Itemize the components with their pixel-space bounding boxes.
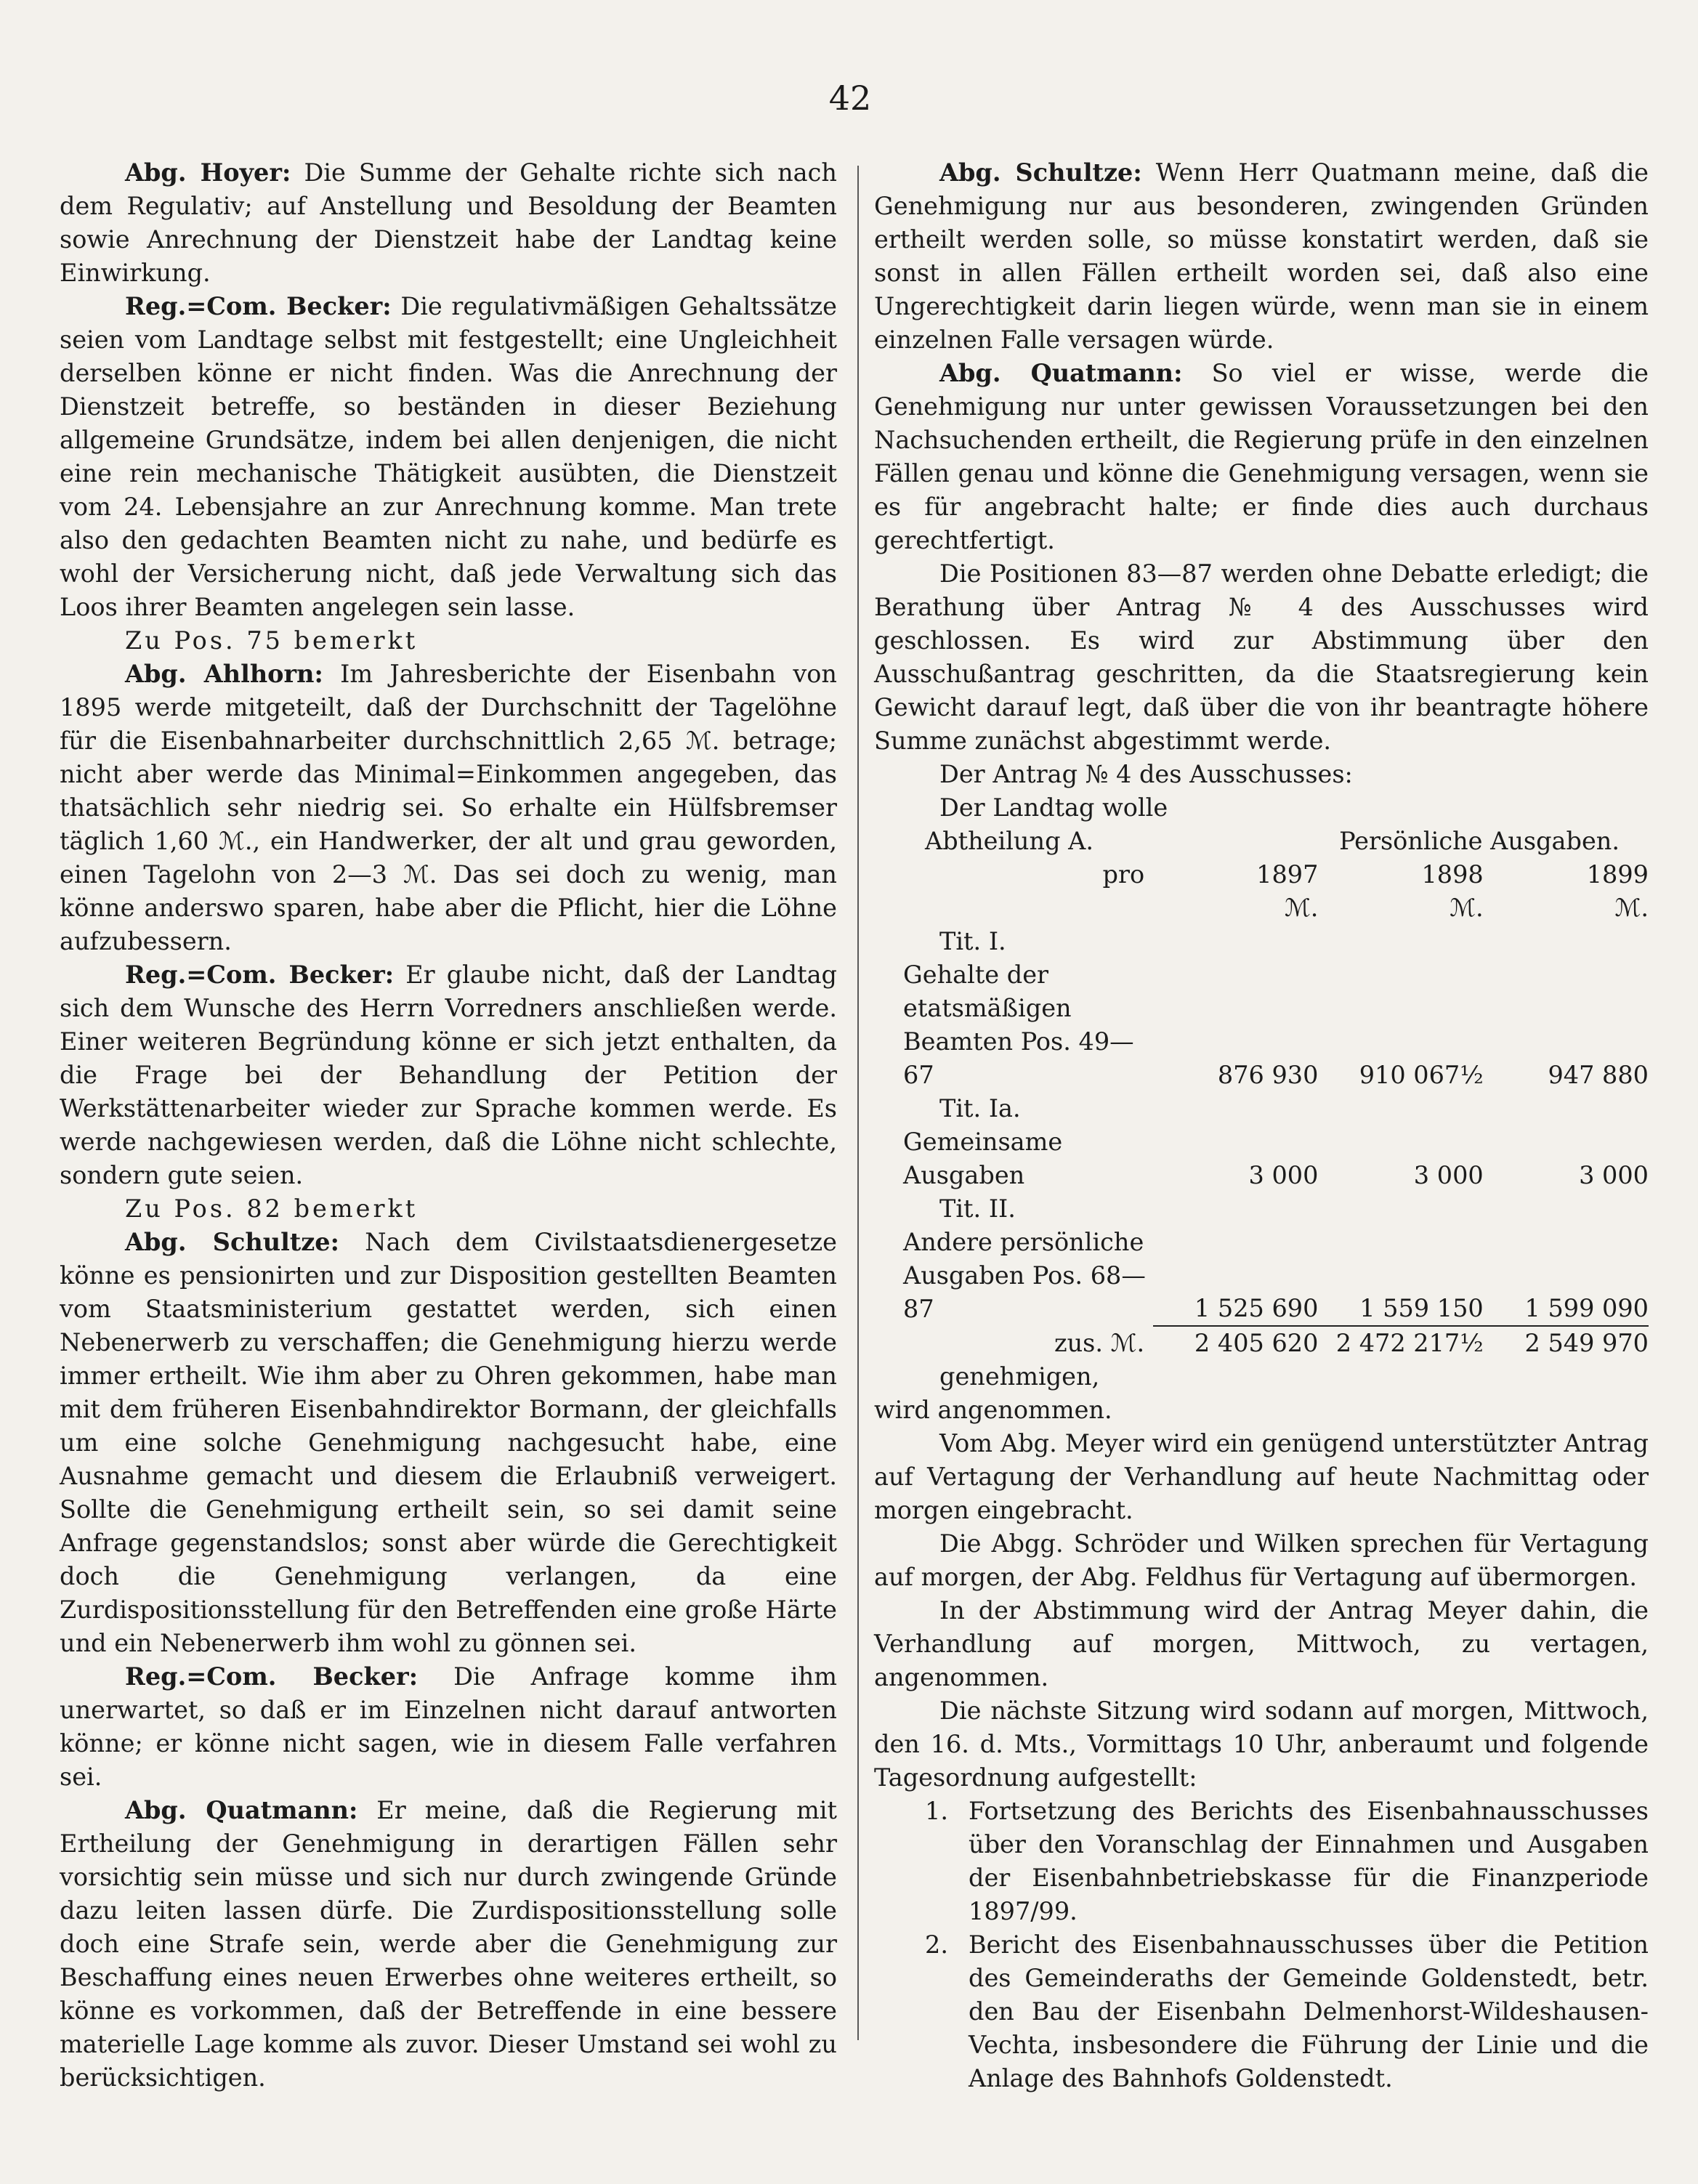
column-divider [857,166,859,2040]
paragraph: Abg. Ahlhorn: Im Jahresberichte der Eisenbahn von 1895 werde mitgeteilt, daß der Durchschnitt der Tagelöhne für die Eisenbahnarbeiter durchschnittlich 2,65 ℳ. betrage; nicht aber werde das Minimal=Einkommen angegeben, das thatsächlich sehr niedrig sei. So erhalte ein Hülfsbremser täglich 1,60 ℳ., ein Handwerker, der alt und grau geworden, einen Tagelohn von 2—3 ℳ. Das sei doch zu wenig, man könne anderswo sparen, habe aber die Pflicht, hier die Löhne aufzubessern. [60,660,838,955]
year-prefix: pro [1102,860,1145,889]
table-cell: 910 067½ [1359,1061,1484,1089]
table-row [874,1192,1649,1226]
table-cell: 947 880 [1548,1061,1649,1089]
list-item: 2. Bericht des Eisenbahnausschusses über die Petition des Gemeinderaths der Gemeinde Goldenstedt, betr. den Bau der Eisenbahn Delmenhorst-Wildeshausen-Vechta, insbesondere die Führung der Linie und die Anlage des Bahnhofs Goldenstedt. [925,1930,1649,2092]
paragraph: Reg.=Com. Becker: Die regulativmäßigen Gehaltssätze seien vom Landtage selbst mit festgestellt; eine Ungleichheit derselben könne er nicht finden. Was die Anrechnung der Dienstzeit betreffe, so beständen in dieser Beziehung allgemeine Grundsätze, indem bei allen denjenigen, die nicht eine rein mechanische Thätigkeit ausübten, die Dienstzeit vom 24. Lebensjahre an zur Anrechnung komme. Man trete also den gedachten Beamten nicht zu nahe, und bedürfe es wohl der Versicherung nicht, daß jede Verwaltung sich das Loos ihrer Beamten angelegen sein lasse. [60,292,837,621]
table-cell: 2 405 620 [1153,1326,1318,1360]
paragraph: Abg. Schultze: Nach dem Civilstaatsdienergesetze könne es pensionirten und zur Disposition gestellten Beamten vom Staatsministerium gestattet werden, sich einen Nebenerwerb zu verschaffen; die Genehmigung hierzu werde immer ertheilt. Wie ihm aber zu Ohren gekommen, habe man mit dem früheren Eisenbahndirektor Bormann, der gleichfalls um eine solche Genehmigung nachgesucht habe, eine Ausnahme gemacht und diesem die Erlaubniß verweigert. Sollte die Genehmigung ertheilt sein, so sei damit seine Anfrage gegenstandslos; sonst aber würde die Gerechtigkeit doch die Genehmigung verlangen, da eine Zurdispositionsstellung für den Betreffenden eine große Härte und ein Nebenerwerb ihm wohl zu gönnen sei. [60,1228,837,1657]
budget-table [874,825,1649,1360]
motion-title: Der Antrag № 4 des Ausschusses: [939,760,1353,788]
paragraph: Reg.=Com. Becker: Die Anfrage komme ihm unerwartet, so daß er im Einzelnen nicht darauf antworten könne; er könne nicht sagen, wie in diesem Falle verfahren sei. [60,1662,837,1791]
table-cell: 3 000 [1248,1161,1319,1189]
paragraph: genehmigen, [939,1362,1100,1391]
table-cell: 3 000 [1579,1161,1649,1189]
section-right-label: Persönliche Ausgaben. [1339,827,1620,855]
paragraph: In der Abstimmung wird der Antrag Meyer dahin, die Verhandlung auf morgen, Mittwoch, zu vertagen, angenommen. [874,1596,1649,1691]
title-label: Tit. II. [939,1194,1016,1223]
table-row [874,858,1649,891]
paragraph: Die Abgg. Schröder und Wilken sprechen für Vertagung auf morgen, der Abg. Feldhus für Vertagung auf übermorgen. [874,1529,1649,1591]
currency-header: ℳ. [1284,894,1319,922]
table-cell: 1 559 150 [1359,1294,1484,1322]
table-cell: 2 549 970 [1484,1326,1649,1360]
row-label: Andere persönliche Ausgaben Pos. 68—87 [903,1228,1146,1323]
table-row [874,958,1649,1092]
table-row [874,1125,1649,1192]
page-number: 42 [828,78,872,118]
table-cell: 1 525 690 [1194,1294,1319,1322]
paragraph: wird angenommen. [874,1396,1112,1424]
currency-header: ℳ. [1614,894,1649,922]
row-label: Gehalte der etatsmäßigen Beamten Pos. 49—67 [903,960,1134,1089]
table-row [874,825,1649,858]
title-label: Tit. I. [939,927,1006,955]
right-column [874,156,1649,2095]
table-row [874,1226,1649,1326]
currency-header: ℳ. [1450,894,1484,922]
table-row [874,1326,1649,1360]
year-header: 1898 [1421,860,1484,889]
paragraph: Abg. Quatmann: So viel er wisse, werde die Genehmigung nur unter gewissen Voraussetzungen bei den Nachsuchenden ertheilt, die Regierung prüfe in den einzelnen Fällen genau und könne die Genehmigung versagen, wenn sie es für angebracht halte; er finde dies auch durchaus gerechtfertigt. [874,359,1649,554]
paragraph: Abg. Hoyer: Die Summe der Gehalte richte sich nach dem Regulativ; auf Anstellung und Besoldung der Beamten sowie Anrechnung der Dienstzeit habe der Landtag keine Einwirkung. [60,158,837,287]
section-heading: Zu Pos. 75 bemerkt [125,626,419,655]
table-cell: 2 472 217½ [1318,1326,1483,1360]
sum-label: zus. ℳ. [1054,1329,1145,1357]
title-label: Tit. Ia. [939,1094,1021,1123]
paragraph: Abg. Schultze: Wenn Herr Quatmann meine, daß die Genehmigung nur aus besonderen, zwingenden Gründen ertheilt werden solle, so müsse konstatirt werden, daß sie sonst in allen Fällen ertheilt worden sei, daß also eine Ungerechtigkeit darin liegen würde, wenn man sie in einem einzelnen Falle versagen würde. [874,158,1649,354]
table-row [874,925,1649,958]
year-header: 1897 [1256,860,1319,889]
motion-sub: Der Landtag wolle [939,793,1168,822]
section-heading: Zu Pos. 82 bemerkt [125,1194,419,1223]
left-column [60,156,837,2095]
row-label: Gemeinsame Ausgaben [903,1128,1063,1189]
table-row [874,891,1649,925]
paragraph: Vom Abg. Meyer wird ein genügend unterstützter Antrag auf Vertagung der Verhandlung auf heute Nachmittag oder morgen eingebracht. [874,1429,1649,1524]
table-cell: 1 599 090 [1524,1294,1649,1322]
paragraph: Abg. Quatmann: Er meine, daß die Regierung mit Ertheilung der Genehmigung in derartigen Fällen sehr vorsichtig sein müsse und sich nur durch zwingende Gründe dazu leiten lassen dürfe. Die Zurdispositionsstellung solle doch eine Strafe sein, werde aber die Genehmigung zur Beschaffung eines neuen Erwerbes ohne weiteres ertheilt, so könne es vorkommen, daß der Betreffende in eine bessere materielle Lage komme als zuvor. Dieser Umstand sei wohl zu berücksichtigen. [60,1796,837,2092]
year-header: 1899 [1586,860,1649,889]
table-cell: 3 000 [1413,1161,1484,1189]
list-item: 1. Fortsetzung des Berichts des Eisenbahnausschusses über den Voranschlag der Einnahmen und Ausgaben der Eisenbahnbetriebskasse für die Finanzperiode 1897/99. [925,1797,1649,1925]
paragraph: Die Positionen 83—87 werden ohne Debatte erledigt; die Berathung über Antrag № 4 des Ausschusses wird geschlossen. Es wird zur Abstimmung über den Ausschußantrag geschritten, da die Staatsregierung kein Gewicht darauf legt, daß über die von ihr beantragte höhere Summe zunächst abgestimmt werde. [874,559,1649,755]
paragraph: Reg.=Com. Becker: Er glaube nicht, daß der Landtag sich dem Wunsche des Herrn Vorredners anschließen werde. Einer weiteren Begründung könne er sich jetzt enthalten, da die Frage bei der Behandlung der Petition der Werkstättenarbeiter wieder zur Sprache kommen werde. Es werde nachgewiesen werden, daß die Löhne nicht schlechte, sondern gute seien. [60,960,837,1189]
agenda-list [874,1795,1649,2095]
table-cell: 876 930 [1217,1061,1319,1089]
section-label: Abtheilung A. [925,827,1094,855]
paragraph: Die nächste Sitzung wird sodann auf morgen, Mittwoch, den 16. d. Mts., Vormittags 10 Uhr, anberaumt und folgende Tagesordnung aufgestellt: [874,1696,1649,1792]
table-row [874,1092,1649,1125]
